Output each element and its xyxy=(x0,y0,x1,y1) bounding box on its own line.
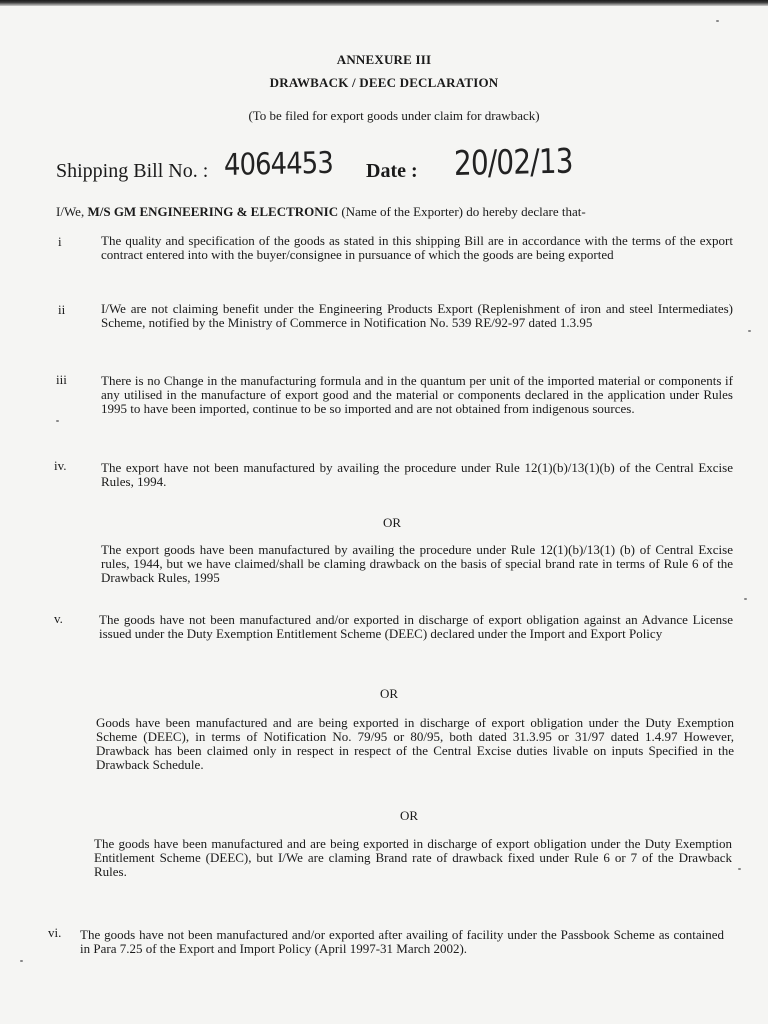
scan-speck xyxy=(744,598,747,600)
exporter-name: M/S GM ENGINEERING & ELECTRONIC xyxy=(87,204,339,219)
date-handwritten: 20/02/13 xyxy=(453,141,573,184)
declaration-item-i: The quality and specification of the goods as stated in this shipping Bill are in accordance with the terms of the export contract entered into with the buyer/consignee in pursuance of which the goods are being exported xyxy=(101,233,733,262)
or-separator: OR xyxy=(383,515,402,530)
scan-speck xyxy=(20,960,23,962)
scan-edge xyxy=(0,0,768,6)
shipping-bill-row xyxy=(56,141,756,188)
item-number: iv. xyxy=(54,458,67,473)
declaration-item-vi: The goods have not been manufactured and/or exported after availing of facility under the Passbook Scheme as contained in Para 7.25 of the Export and Import Policy (April 1997-31 March 2002). xyxy=(80,927,724,956)
declaration-item-v: The goods have not been manufactured and/or exported in discharge of export obligation against an Advance License issued under the Duty Exemption Entitlement Scheme (DEEC) declared under the Import and Export Policy xyxy=(99,612,733,641)
declaration-item-v-alt-2: The goods have been manufactured and are being exported in discharge of export obligation under the Duty Exemption Entitlement Scheme (DEEC), but I/We are claming Brand rate of drawback fixed under Rule 6 or 7 of the Drawback Rules. xyxy=(94,836,732,879)
scan-speck xyxy=(56,420,59,422)
declaration-title: DRAWBACK / DEEC DECLARATION xyxy=(269,75,499,90)
or-separator: OR xyxy=(380,686,399,701)
declaration-item-v-alt-1: Goods have been manufactured and are being exported in discharge of export obligation under the Duty Exemption Scheme (DEEC), in terms of Notification No. 79/95 or 80/95, both dated 31.3.95 or 31/97 dated 1.4.97 However, Drawback has been claimed only in respect in respect of the Central Excise duties livable on inputs Specified in the Drawback Schedule. xyxy=(96,715,734,772)
item-number: ii xyxy=(58,302,66,317)
declaration-item-ii: I/We are not claiming benefit under the Engineering Products Export (Replenishment of iron and steel Intermediates) Scheme, notified by the Ministry of Commerce in Notification No. 539 RE/92-97 dated 1.3.95 xyxy=(101,301,733,330)
shipping-bill-label: Shipping Bill No. : xyxy=(56,160,209,182)
item-number: iii xyxy=(56,372,67,387)
declaration-suffix: (Name of the Exporter) do hereby declare that- xyxy=(341,204,586,219)
scan-speck xyxy=(738,868,741,870)
declaration-prefix: I/We, xyxy=(56,204,85,219)
scan-speck xyxy=(716,20,719,22)
item-number: v. xyxy=(54,611,63,626)
shipping-bill-number-handwritten: 4064453 xyxy=(223,145,334,183)
declaration-subtitle: (To be filed for export goods under claim for drawback) xyxy=(248,108,540,123)
declaration-item-iii: There is no Change in the manufacturing formula and in the quantum per unit of the imported material or components if any utilised in the manufacture of export good and the material or components declared in the application under Rules 1995 to have been imported, continue to be so imported and are not obtained from indigenous sources. xyxy=(101,373,733,416)
or-separator: OR xyxy=(400,808,419,823)
scan-speck xyxy=(748,330,751,332)
declaration-item-iv: The export have not been manufactured by availing the procedure under Rule 12(1)(b)/13(1)(b) of the Central Excise Rules, 1994. xyxy=(101,460,733,489)
declaration-item-iv-alt: The export goods have been manufactured by availing the procedure under Rule 12(1)(b)/13(1) (b) of Central Excise rules, 1944, but we have claimed/shall be claming drawback on the basis of special brand rate in terms of Rule 6 of the Drawback Rules, 1995 xyxy=(101,542,733,585)
declaration-line xyxy=(56,204,746,220)
item-number: i xyxy=(58,234,62,249)
annexure-heading: ANNEXURE III xyxy=(336,52,432,67)
date-label: Date : xyxy=(366,160,418,182)
item-number: vi. xyxy=(48,925,62,940)
